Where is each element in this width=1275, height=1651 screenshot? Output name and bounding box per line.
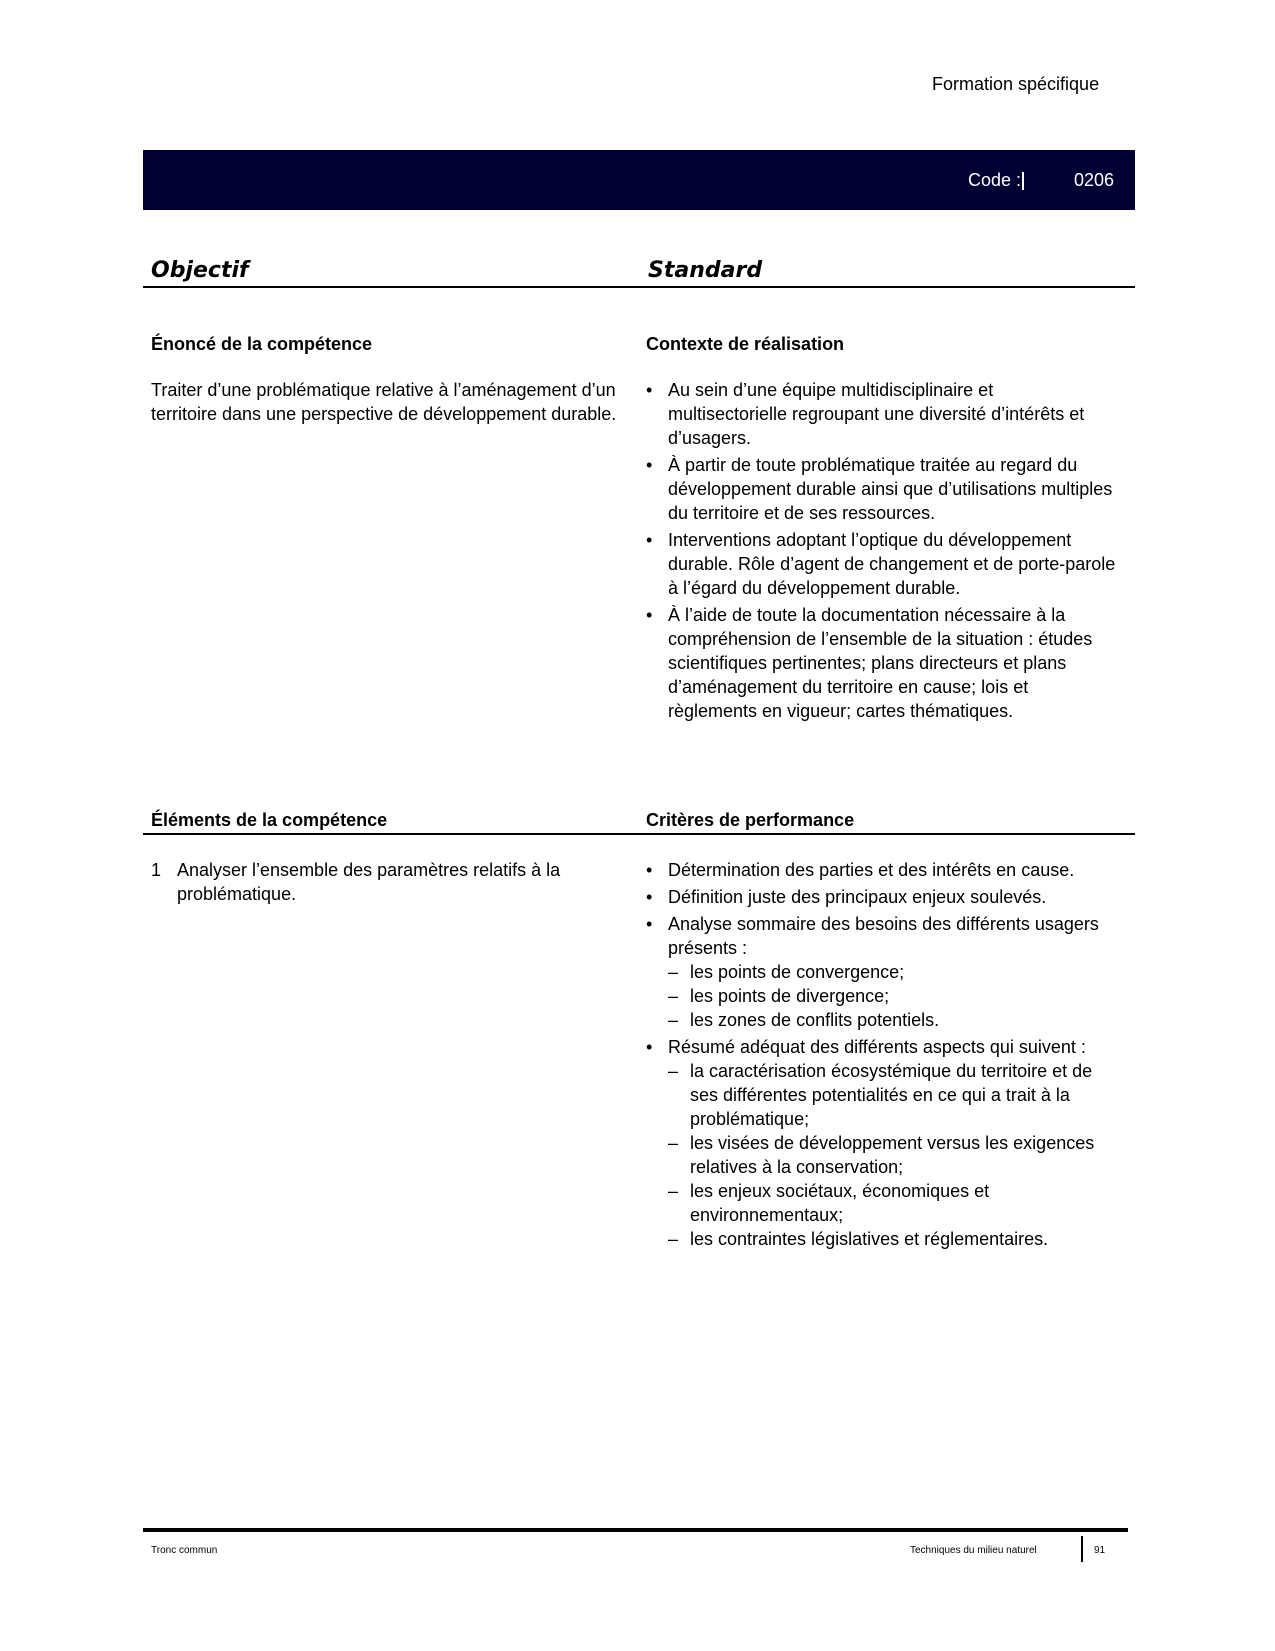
criteres-list	[646, 858, 1116, 1251]
title-rule	[143, 286, 1135, 288]
critere-subitem: – les contraintes législatives et réglementaires.	[668, 1227, 1116, 1251]
competence-heading: Énoncé de la compétence	[151, 334, 373, 354]
contexte-item: • À l’aide de toute la documentation nécessaire à la compréhension de l’ensemble de la situation : études scientifiques pertinentes; plans directeurs et plans d’aménagement du territoire en cause; lois et règlements en vigueur; cartes thématiques.	[646, 603, 1116, 723]
critere-item	[646, 1035, 1116, 1251]
section-rule	[143, 833, 1135, 835]
critere-subitem: – les visées de développement versus les exigences relatives à la conservation;	[668, 1131, 1116, 1179]
critere-subitem: – les enjeux sociétaux, économiques et environnementaux;	[668, 1179, 1116, 1227]
critere-text: Détermination des parties et des intérêts en cause.	[668, 860, 1075, 880]
contexte-list	[646, 378, 1116, 723]
critere-item	[646, 858, 1116, 882]
contexte-item: • À partir de toute problématique traitée au regard du développement durable ainsi que d’utilisations multiples du territoire et de ses ressources.	[646, 453, 1116, 525]
code-separator	[1022, 172, 1024, 190]
critere-text: Définition juste des principaux enjeux soulevés.	[668, 887, 1047, 907]
critere-subitem: – les zones de conflits potentiels.	[668, 1008, 1116, 1032]
competence-text: Traiter d’une problématique relative à l’aménagement d’un territoire dans une perspective de développement durable.	[151, 380, 617, 424]
contexte-item: • Interventions adoptant l’optique du développement durable. Rôle d’agent de changement et de porte-parole à l’égard du développement durable.	[646, 528, 1116, 600]
critere-text: • Résumé adéquat des différents aspects qui suivent :	[668, 1037, 1086, 1057]
footer-rule	[143, 1528, 1128, 1532]
page-number: 91	[1094, 1545, 1106, 1556]
critere-subitem: – les points de divergence;	[668, 984, 1116, 1008]
elements-heading: Éléments de la compétence	[151, 810, 388, 830]
code-label: Code :	[968, 170, 1022, 190]
element-item	[151, 858, 625, 906]
footer-separator	[1081, 1536, 1083, 1562]
critere-item	[646, 885, 1116, 909]
critere-text: • Analyse sommaire des besoins des différents usagers présents :	[668, 914, 1099, 958]
element-text: Analyser l’ensemble des paramètres relatifs à la problématique.	[177, 860, 561, 904]
objectif-title: Objectif	[151, 258, 249, 283]
critere-subitem: – la caractérisation écosystémique du territoire et de ses différentes potentialités en ce qui a trait à la problématique;	[668, 1059, 1116, 1131]
code-value: 0206	[1074, 170, 1115, 190]
formation-label: Formation spécifique	[932, 74, 1100, 94]
contexte-item: • Au sein d’une équipe multidisciplinaire et multisectorielle regroupant une diversité d’intérêts et d’usagers.	[646, 378, 1116, 450]
critere-item	[646, 912, 1116, 1032]
standard-title: Standard	[648, 258, 763, 283]
footer-right: Techniques du milieu naturel	[910, 1545, 1037, 1556]
criteres-heading: Critères de performance	[646, 810, 855, 830]
critere-subitem: – les points de convergence;	[668, 960, 1116, 984]
contexte-heading: Contexte de réalisation	[646, 334, 845, 354]
element-number: 1	[151, 860, 162, 880]
footer-left: Tronc commun	[151, 1545, 218, 1556]
